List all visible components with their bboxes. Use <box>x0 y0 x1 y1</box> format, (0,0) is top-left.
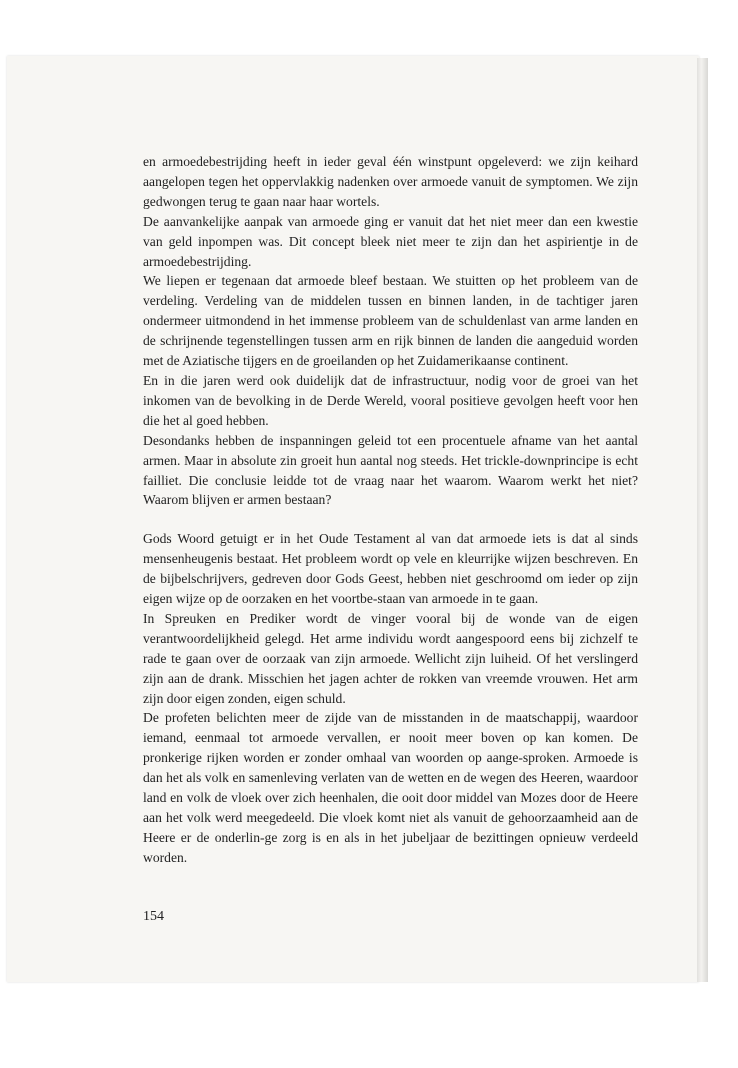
body-text <box>143 152 638 868</box>
paragraph: en armoedebestrijding heeft in ieder geval één winstpunt opgeleverd: we zijn keihard aangelopen tegen het oppervlakkig nadenken over armoede vanuit de symptomen. We zijn gedwongen terug te gaan naar haar wortels. <box>143 154 638 209</box>
paragraph: In Spreuken en Prediker wordt de vinger vooral bij de wonde van de eigen verantwoordelijkheid gelegd. Het arme individu wordt aangespoord eens bij zichzelf te rade te gaan over de oorzaak van zijn armoede. Wellicht zijn luiheid. Of het verslingerd zijn aan de drank. Misschien het jagen achter de rokken van vreemde vrouwen. Het arm zijn door eigen zonden, eigen schuld. <box>143 610 638 706</box>
page-number: 154 <box>143 909 164 924</box>
paragraph: De profeten belichten meer de zijde van de misstanden in de maatschappij, waardoor iemand, eenmaal tot armoede vervallen, er nooit meer boven op kan komen. De pronkerige rijken worden er zonder omhaal van woorden op aange-sproken. Armoede is dan het als volk en samenleving verlaten van de wetten en de wegen des Heeren, waardoor land en volk de vloek over zich heenhalen, die ooit door middel van Mozes door de Heere aan het volk werd meegedeeld. Die vloek komt niet als vanuit de gehoorzaamheid aan de Heere er de onderlin-ge zorg is en als in het jubeljaar de bezittingen opnieuw verdeeld worden. <box>143 710 638 865</box>
paragraph: Desondanks hebben de inspanningen geleid tot een procentuele afname van het aantal armen. Maar in absolute zin groeit hun aantal nog steeds. Het trickle-downprincipe is echt failliet. Die conclusie leidde tot de vraag naar het waarom. Waarom werkt het niet? Waarom blijven er armen bestaan? <box>143 432 638 508</box>
paragraph: Gods Woord getuigt er in het Oude Testament al van dat armoede iets is dat al sinds mensenheugenis bestaat. Het probleem wordt op vele en kleurrijke wijzen beschreven. En de bijbelschrijvers, gedreven door Gods Geest, hebben niet geschroomd om ieder op zijn eigen wijze op de oorzaken en het voortbe-staan van armoede in te gaan. <box>143 531 638 607</box>
paragraph: We liepen er tegenaan dat armoede bleef bestaan. We stuitten op het probleem van de verdeling. Verdeling van de middelen tussen en binnen landen, in de tachtiger jaren ondermeer uitmondend in het immense probleem van de schuldenlast van arme landen en de schrijnende tegenstellingen tussen arm en rijk binnen de landen die aangeduid worden met de Aziatische tijgers en de groeilanden op het Zuidamerikaanse continent. <box>143 273 638 369</box>
paragraph: De aanvankelijke aanpak van armoede ging er vanuit dat het niet meer dan een kwestie van geld inpompen was. Dit concept bleek niet meer te zijn dan het aspirientje in de armoedebestrijding. <box>143 213 638 269</box>
page-edge <box>697 58 708 982</box>
paragraph: En in die jaren werd ook duidelijk dat de infrastructuur, nodig voor de groei van het inkomen van de bevolking in de Derde Wereld, vooral positieve gevolgen heeft voor hen die het al goed hebben. <box>143 372 638 428</box>
